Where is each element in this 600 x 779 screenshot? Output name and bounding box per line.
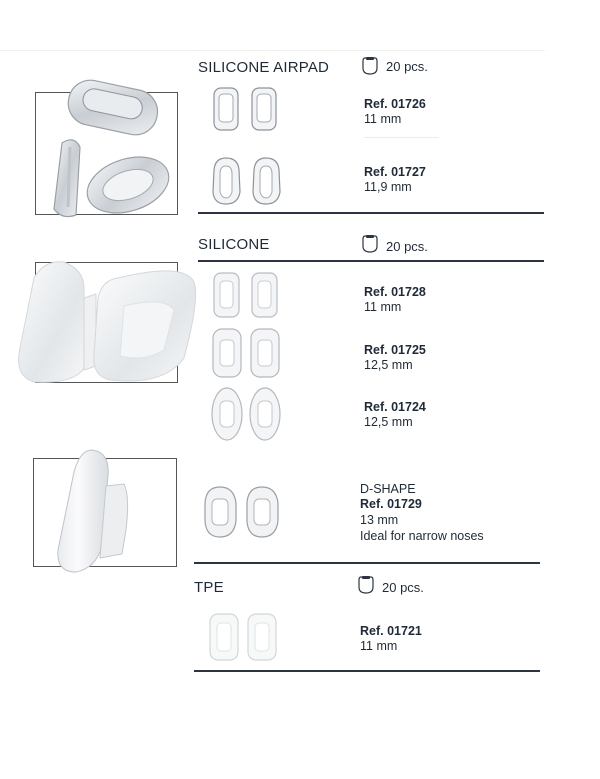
d-shape-pad-photo (48, 446, 138, 576)
pack-count: 20 pcs. (382, 580, 424, 595)
pad-thumbnail-01721 (206, 612, 278, 662)
nose-pad-icon (358, 575, 374, 595)
section-divider (194, 670, 540, 672)
size-01729: 13 mm (360, 513, 399, 527)
faint-divider (364, 137, 439, 138)
size-01728: 11 mm (364, 300, 402, 314)
pad-thumbnail-01727 (210, 156, 282, 206)
section-divider (198, 212, 544, 214)
size-01727: 11,9 mm (364, 180, 412, 194)
pad-thumbnail-01729 (202, 485, 282, 539)
pad-thumbnail-01724 (210, 386, 282, 442)
section-title-tpe: TPE (194, 579, 224, 596)
size-01721: 11 mm (360, 639, 398, 653)
section-divider (198, 260, 544, 262)
pack-count: 20 pcs. (386, 239, 428, 254)
nose-pad-icon (362, 56, 378, 76)
section-title-silicone: SILICONE (198, 236, 270, 253)
pad-thumbnail-01728 (210, 272, 280, 318)
ref-01721: Ref. 01721 (360, 624, 422, 638)
section-divider (194, 562, 540, 564)
size-01726: 11 mm (364, 112, 402, 126)
top-divider (0, 50, 545, 51)
ref-01728: Ref. 01728 (364, 285, 426, 299)
note-01729: Ideal for narrow noses (360, 529, 484, 543)
ref-01727: Ref. 01727 (364, 165, 426, 179)
nose-pad-icon (362, 234, 378, 254)
pack-count: 20 pcs. (386, 59, 428, 74)
size-01724: 12,5 mm (364, 415, 413, 429)
ref-01725: Ref. 01725 (364, 343, 426, 357)
airpad-photo (40, 75, 190, 225)
ref-01726: Ref. 01726 (364, 97, 426, 111)
shape-label-d-shape: D-SHAPE (360, 482, 416, 496)
ref-01724: Ref. 01724 (364, 400, 426, 414)
pad-thumbnail-01725 (210, 328, 282, 378)
size-01725: 12,5 mm (364, 358, 413, 372)
ref-01729: Ref. 01729 (360, 497, 422, 511)
section-title-silicone-airpad: SILICONE AIRPAD (198, 59, 330, 76)
pad-thumbnail-01726 (210, 86, 280, 132)
silicone-pad-photo (14, 258, 204, 388)
